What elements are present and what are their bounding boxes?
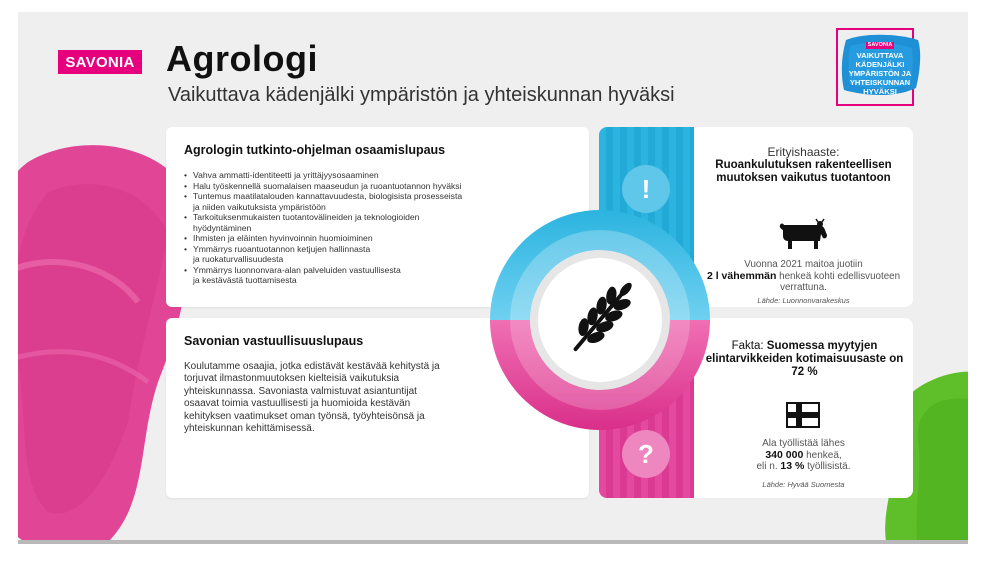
question-icon: ? (622, 430, 670, 478)
fact-stat (714, 438, 893, 473)
fact-stat-pre2: eli n. (756, 461, 778, 472)
list-item: • Tarkoituksenmukaisten tuotantovälineiden ja teknologioiden (184, 212, 571, 223)
fact-stat-after1: henkeä, (806, 449, 842, 461)
exclamation-icon: ! (622, 165, 670, 213)
list-item-continued: ja ruokaturvallisuudesta (193, 254, 284, 264)
fact-stat-post2: työllisistä. (807, 461, 851, 472)
list-item-continued: hyödyntäminen (193, 222, 252, 233)
challenge-source: Lähde: Luonnonvarakeskus (757, 296, 850, 305)
slide (18, 12, 968, 542)
fact-source: Lähde: Hyvää Suomesta (762, 480, 845, 489)
list-item: • Ihmisten ja eläinten hyvinvoinnin huomioiminen (184, 233, 571, 244)
list-item: • Ymmärrys luonnonvara-alan palveluiden vastuullisesta (184, 265, 571, 276)
fact-body (694, 318, 913, 498)
badge-line: KÄDENJÄLKI (855, 60, 905, 69)
challenge-kicker: Erityishaaste: (767, 145, 840, 159)
badge-line: HYVÄKSI (863, 87, 897, 96)
page-subtitle: Vaikuttava kädenjälki ympäristön ja yhteiskunnan hyväksi (168, 84, 675, 106)
challenge-body (694, 127, 913, 307)
list-item: • Vahva ammatti-identiteetti ja yrittäjyysosaaminen (184, 170, 571, 181)
center-hub (485, 205, 715, 435)
challenge-stat-pre: Vuonna 2021 maitoa juotiin (744, 259, 863, 270)
challenge-stat-bold: 2 l vähemmän (706, 269, 777, 282)
page-title: Agrologi (166, 38, 318, 79)
savonia-logo: SAVONIA (58, 50, 142, 74)
badge-line: YHTEISKUNNAN (849, 78, 911, 87)
list-item-continued: ja niiden vaikutuksista ympäristöön (193, 201, 326, 212)
list-item: • Ymmärrys ruoantuotannon ketjujen hallinnasta (184, 244, 571, 255)
fact-stat-line1: Ala työllistää lähes (762, 438, 845, 449)
cow-icon (778, 217, 828, 253)
fact-heading-text: Suomessa myytyjen elintarvikkeiden kotimaisuusaste on 72 % (705, 340, 904, 378)
challenge-heading: Ruoankulutuksen rakenteellisen muutoksen vaikutus tuotantoon (715, 159, 892, 184)
challenge-stat (704, 259, 903, 294)
slide-bottom-bar (18, 540, 968, 544)
responsibility-body: Koulutamme osaajia, jotka edistävät kestävää kehitystä ja torjuvat ilmastonmuutoksen kielteisiä vaikutuksia yhteiskunnassa. Savoniasta valmistuvat asiantuntijat osaavat toimia vastuullisesti ja huomioida kestävän kehityksen vaatimukset oman työnsä, työyhteisönsä ja yhteiskunnan kehittämisessä. (184, 361, 440, 435)
badge-text (842, 39, 918, 96)
handprint-badge (836, 28, 918, 106)
badge-line: YMPÄRISTÖN JA (848, 69, 912, 78)
badge-line: VAIKUTTAVA (856, 51, 904, 60)
responsibility-heading: Savonian vastuullisuuslupaus (184, 334, 364, 348)
list-item-continued: ja kestävästä tuottamisesta (193, 275, 297, 285)
list-item: • Halu työskennellä suomalaisen maaseudun ja ruoantuotannon hyväksi (184, 181, 571, 192)
fact-heading (702, 340, 907, 379)
challenge-stat-post: henkeä kohti edellisvuoteen verrattuna. (779, 270, 901, 293)
badge-logo: SAVONIA (867, 42, 893, 48)
competence-promise-heading: Agrologin tutkinto-ohjelman osaamislupaus (184, 143, 446, 157)
finland-flag-icon (786, 402, 820, 428)
list-item: • Tuntemus maatilatalouden kannattavuudesta, biologisista prosesseista (184, 191, 571, 202)
fact-stat-bold2: 13 % (780, 460, 805, 472)
fact-label: Fakta: (731, 340, 764, 352)
fact-stat-bold1: 340 000 (765, 448, 804, 461)
